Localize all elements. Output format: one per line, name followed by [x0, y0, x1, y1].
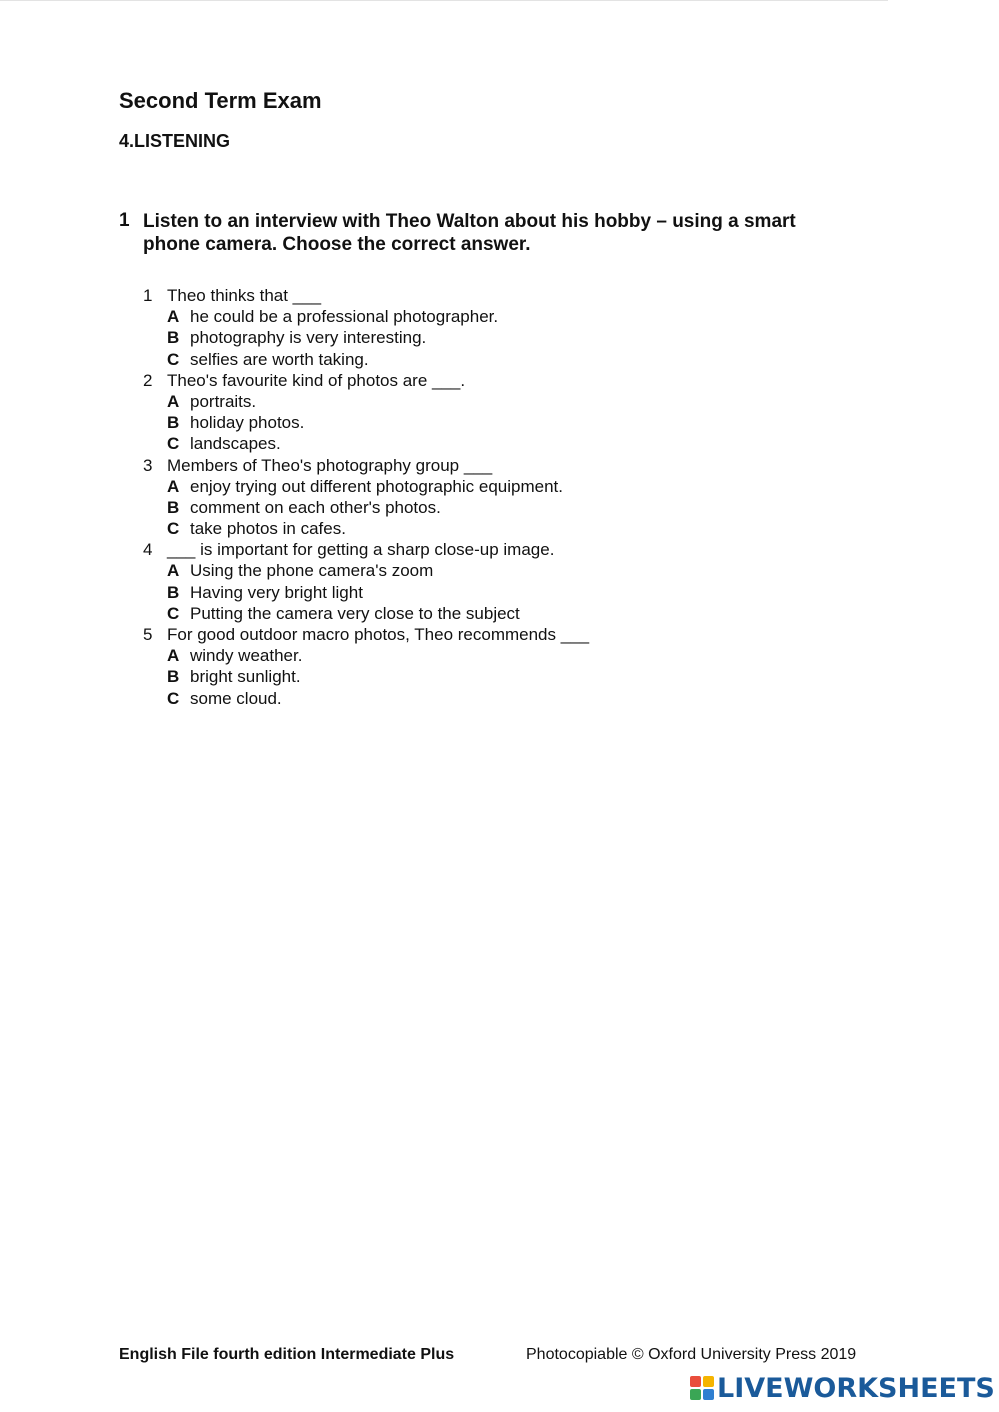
option-text: holiday photos. [190, 413, 305, 433]
question-1-option-b[interactable] [143, 327, 843, 348]
question-5-option-a[interactable] [143, 645, 843, 666]
option-text: selfies are worth taking. [190, 349, 369, 369]
logo-square-1 [690, 1376, 701, 1387]
question-4-option-a[interactable] [143, 560, 843, 581]
footer-copyright: Photocopiable © Oxford University Press 2019 [526, 1346, 857, 1363]
question-number: 2 [143, 370, 153, 390]
question-3-option-c[interactable] [143, 518, 843, 539]
question-text: Members of Theo's photography group ___ [167, 455, 493, 475]
liveworksheets-logo-icon [690, 1376, 714, 1400]
option-letter: A [167, 307, 180, 327]
question-2 [143, 370, 843, 391]
option-text: some cloud. [190, 688, 282, 708]
question-list [143, 285, 843, 709]
option-letter: B [167, 497, 180, 517]
question-2-option-a[interactable] [143, 391, 843, 412]
option-letter: C [167, 434, 180, 454]
question-4 [143, 539, 843, 560]
liveworksheets-logo-text: LIVEWORKSHEETS [717, 1372, 995, 1404]
option-letter: B [167, 582, 180, 602]
option-letter: C [167, 603, 180, 623]
question-number: 3 [143, 455, 153, 475]
logo-square-3 [690, 1389, 701, 1400]
question-text: Theo's favourite kind of photos are ___. [167, 370, 466, 390]
option-text: Putting the camera very close to the subject [190, 603, 520, 623]
option-text: landscapes. [190, 434, 281, 454]
question-number: 4 [143, 540, 153, 560]
option-text: photography is very interesting. [190, 328, 427, 348]
option-letter: B [167, 667, 180, 687]
question-3-option-a[interactable] [143, 476, 843, 497]
question-text: For good outdoor macro photos, Theo recommends ___ [167, 625, 590, 644]
option-text: he could be a professional photographer. [190, 307, 499, 327]
question-text: ___ is important for getting a sharp close-up image. [167, 540, 555, 560]
logo-square-4 [703, 1389, 714, 1400]
question-3 [143, 455, 843, 476]
option-letter: A [167, 476, 180, 496]
option-letter: C [167, 349, 180, 369]
exercise-text: Listen to an interview with Theo Walton about his hobby – using a smart phone camera. Choose the correct answer. [143, 211, 796, 255]
option-text: windy weather. [190, 646, 303, 666]
liveworksheets-logo[interactable] [690, 1372, 995, 1404]
option-letter: C [167, 688, 180, 708]
option-letter: B [167, 413, 180, 433]
top-divider [0, 0, 888, 1]
question-text: Theo thinks that ___ [167, 286, 322, 305]
question-number: 5 [143, 625, 153, 644]
question-1-option-c[interactable] [143, 349, 843, 370]
question-3-option-b[interactable] [143, 497, 843, 518]
option-text: Having very bright light [190, 582, 363, 602]
question-1-option-a[interactable] [143, 306, 843, 327]
section-title: 4.LISTENING [119, 131, 231, 151]
page-title: Second Term Exam [119, 88, 322, 113]
question-2-option-b[interactable] [143, 412, 843, 433]
logo-square-2 [703, 1376, 714, 1387]
question-4-option-b[interactable] [143, 582, 843, 603]
option-letter: A [167, 646, 180, 666]
option-text: portraits. [190, 391, 257, 411]
option-text: bright sunlight. [190, 667, 301, 687]
option-text: Using the phone camera's zoom [190, 561, 434, 581]
option-letter: A [167, 561, 180, 581]
option-text: take photos in cafes. [190, 519, 346, 539]
exercise-number: 1 [119, 210, 130, 231]
option-text: comment on each other's photos. [190, 497, 441, 517]
question-1 [143, 285, 843, 306]
question-5-option-c[interactable] [143, 688, 843, 709]
question-2-option-c[interactable] [143, 433, 843, 454]
option-letter: B [167, 328, 180, 348]
question-5 [143, 624, 843, 645]
option-letter: C [167, 519, 180, 539]
footer-book-title: English File fourth edition Intermediate Plus [119, 1346, 455, 1363]
question-5-option-b[interactable] [143, 666, 843, 687]
question-number: 1 [143, 286, 153, 305]
option-letter: A [167, 391, 180, 411]
question-4-option-c[interactable] [143, 603, 843, 624]
option-text: enjoy trying out different photographic equipment. [190, 476, 563, 496]
